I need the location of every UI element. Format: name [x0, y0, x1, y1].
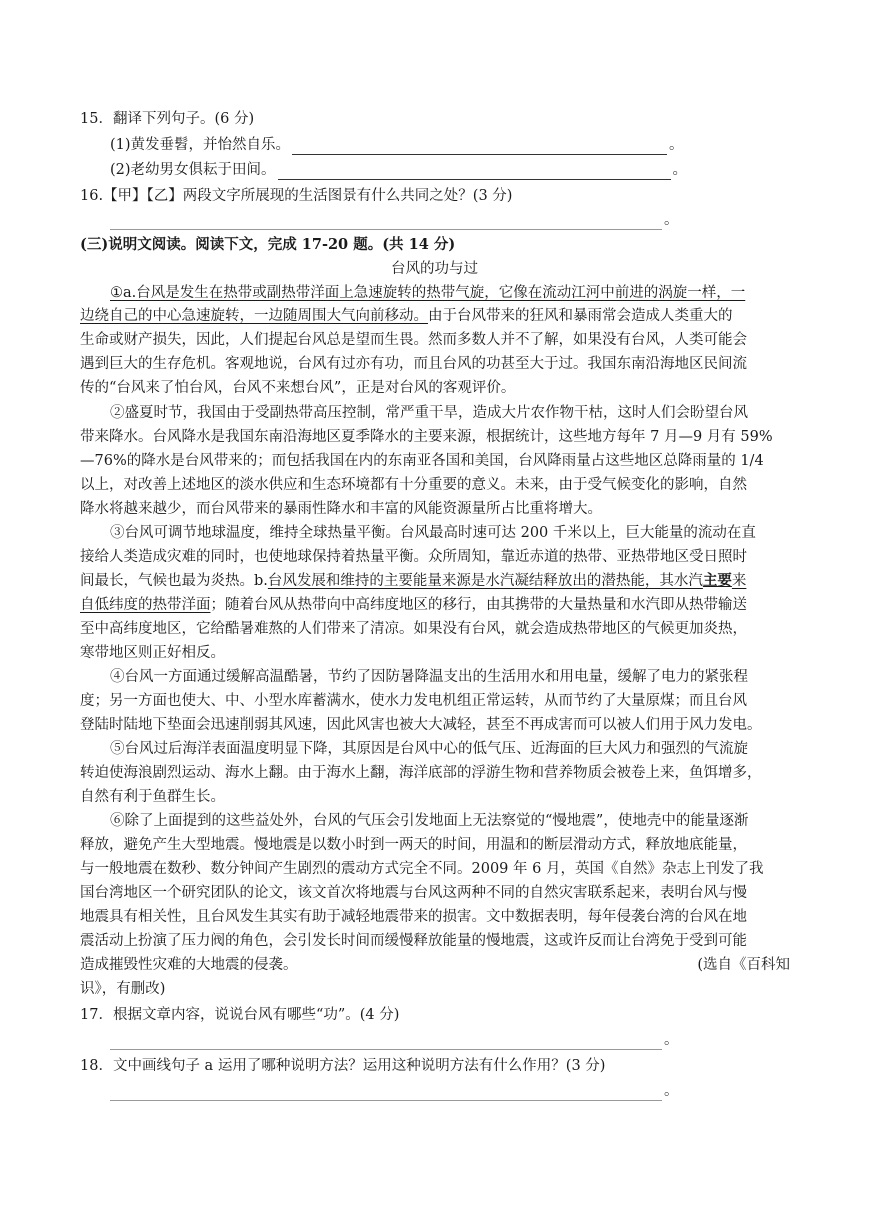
q17-blank-end: 。 [664, 1032, 679, 1048]
sentence-b-part-3: 自低纬度的热带洋面 [80, 597, 211, 613]
q16-blank-end: 。 [664, 212, 679, 228]
p3-line-1: ③台风可调节地球温度，维持全球热量平衡。台风最高时速可达 200 千米以上，巨大能量的流动在直 [110, 525, 756, 541]
p3-line-6: 寒带地区则正好相反。 [80, 645, 225, 661]
q15-blank-2-end: 。 [672, 162, 688, 178]
p6-line-6: 震活动上扮演了压力阀的角色，会引发长时间而缓慢释放能量的慢地震，这或许反而让台湾免于受到可能 [80, 933, 747, 949]
p5-line-3: 自然有利于鱼群生长。 [80, 789, 225, 805]
section-3-heading: (三)说明文阅读。阅读下文，完成 17-20 题。(共 14 分) [80, 236, 456, 253]
p1-line-5: 传的“台风来了怕台风，台风不来想台风”，正是对台风的客观评价。 [80, 380, 516, 396]
sentence-b-part-2: 来 [731, 573, 747, 589]
p3-line-4-rest: ；随着台风从热带向中高纬度地区的移行，由其携带的大量热量和水汽即从热带输送 [210, 597, 747, 613]
p6-line-1: ⑥除了上面提到的这些益处外，台风的气压会引发地面上无法察觉的“慢地震”，使地壳中的能量逐渐 [110, 813, 749, 829]
p1-line-2 [80, 306, 790, 326]
p1-line-2-rest: 由于台风带来的狂风和暴雨常会造成人类重大的 [428, 308, 733, 324]
q16-title: 16.【甲】【乙】两段文字所展现的生活图景有什么共同之处？(3 分) [80, 188, 513, 204]
q17-title: 17．根据文章内容，说说台风有哪些“功”。(4 分) [80, 1007, 400, 1023]
p3-line-3-pre: 间最长，气候也最为炎热。b. [80, 573, 268, 589]
p1-line-1 [110, 283, 790, 303]
source-citation-1: (选自《百科知 [697, 957, 790, 973]
q18-answer-line [108, 1081, 818, 1101]
q15-answer-blank-2[interactable] [278, 165, 671, 180]
sentence-a-part-2: 边绕自己的中心急速旋转，一边随周围大气向前移动。 [80, 308, 428, 324]
p4-line-3: 登陆时陆地下垫面会迅速削弱其风速，因此风害也被大大减轻，甚至不再成害而可以被人们用于风力发电。 [80, 717, 762, 733]
q17-answer-line [108, 1030, 818, 1050]
p1-line-3: 生命或财产损失，因此，人们提起台风总是望而生畏。然而多数人并不了解，如果没有台风，人类可能会 [80, 332, 747, 348]
p2-line-1: ②盛夏时节，我国由于受副热带高压控制，常严重干旱，造成大片农作物干枯，这时人们会盼望台风 [110, 405, 748, 421]
q16-answer-line [108, 210, 818, 230]
p3-line-3 [80, 571, 790, 591]
q17-answer-blank[interactable] [110, 1035, 662, 1050]
p4-line-1: ④台风一方面通过缓解高温酷暑，节约了因防暑降温支出的生活用水和用电量，缓解了电力的紧张程 [110, 669, 748, 685]
p4-line-2: 度；另一方面也使大、中、小型水库蓄满水，使水力发电机组正常运转，从而节约了大量原煤；而且台风 [80, 693, 747, 709]
q18-title: 18．文中画线句子 a 运用了哪种说明方法？运用这种说明方法有什么作用？(3 分) [80, 1058, 606, 1074]
p2-line-4: 以上，对改善上述地区的淡水供应和生态环境都有十分重要的意义。未来，由于受气候变化的影响，自然 [80, 477, 747, 493]
q15-title: 15．翻译下列句子。(6 分) [80, 111, 255, 127]
p6-line-4: 国台湾地区一个研究团队的论文，该文首次将地震与台风这两种不同的自然灾害联系起来，表明台风与慢 [80, 885, 747, 901]
article-title: 台风的功与过 [391, 261, 478, 277]
p5-line-1: ⑤台风过后海洋表面温度明显下降，其原因是台风中心的低气压、近海面的巨大风力和强烈的气流旋 [110, 741, 748, 757]
p6-line-7-text: 造成摧毁性灾难的大地震的侵袭。 [80, 957, 298, 973]
p5-line-2: 转迫使海浪剧烈运动、海水上翻。由于海水上翻，海洋底部的浮游生物和营养物质会被卷上来，鱼饵增多， [80, 765, 762, 781]
q15-sentence-2-text: (2)老幼男女俱耘于田间。 [110, 162, 276, 178]
p2-line-3: —76%的降水是台风带来的；而包括我国在内的东南亚各国和美国，台风降雨量占这些地区总降雨量的 1/4 [80, 453, 764, 469]
p6-line-5: 地震具有相关性，且台风发生其实有助于减轻地震带来的损害。文中数据表明，每年侵袭台湾的台风在地 [80, 909, 747, 925]
source-citation-2: 识》，有删改) [80, 981, 166, 997]
q15-blank-1-end: 。 [669, 137, 684, 153]
q16-answer-blank[interactable] [110, 215, 662, 230]
p2-line-2: 带来降水。台风降水是我国东南沿海地区夏季降水的主要来源，根据统计，这些地方每年 7 月—9 月有 59% [80, 429, 773, 445]
sentence-a-part-1: ①a.台风是发生在热带或副热带洋面上急速旋转的热带气旋，它像在流动江河中前进的涡旋一样，一 [110, 285, 746, 301]
p6-line-3: 与一般地震在数秒、数分钟间产生剧烈的震动方式完全不同。2009 年 6 月，英国《自然》杂志上刊发了我 [80, 861, 764, 877]
p6-line-2: 释放，避免产生大型地震。慢地震是以数小时到一两天的时间，用温和的断层滑动方式，释放地底能量， [80, 837, 747, 853]
q15-answer-blank-1[interactable] [292, 140, 667, 155]
p2-line-5: 降水将越来越少，而台风带来的暴雨性降水和丰富的风能资源量所占比重将增大。 [80, 501, 602, 517]
q18-answer-blank[interactable] [110, 1086, 662, 1101]
p3-line-2: 接给人类造成灾难的同时，也使地球保持着热量平衡。众所周知，靠近赤道的热带、亚热带地区受日照时 [80, 549, 747, 565]
sentence-b-part-1: 台风发展和维持的主要能量来源是水汽凝结释放出的潜热能，其水汽 [267, 573, 703, 589]
q15-sentence-1 [110, 135, 820, 155]
q15-sentence-1-text: (1)黄发垂髫，并怡然自乐。 [110, 137, 291, 153]
q15-sentence-2 [110, 160, 820, 180]
p1-line-4: 遇到巨大的生存危机。客观地说，台风有过亦有功，而且台风的功甚至大于过。我国东南沿海地区民间流 [80, 356, 747, 372]
p3-line-4 [80, 595, 790, 615]
p3-line-5: 至中高纬度地区，它给酷暑难熬的人们带来了清凉。如果没有台风，就会造成热带地区的气候更加炎热， [80, 621, 747, 637]
emphasis-zhuyao: 主要 [702, 572, 732, 589]
q18-blank-end: 。 [664, 1083, 679, 1099]
